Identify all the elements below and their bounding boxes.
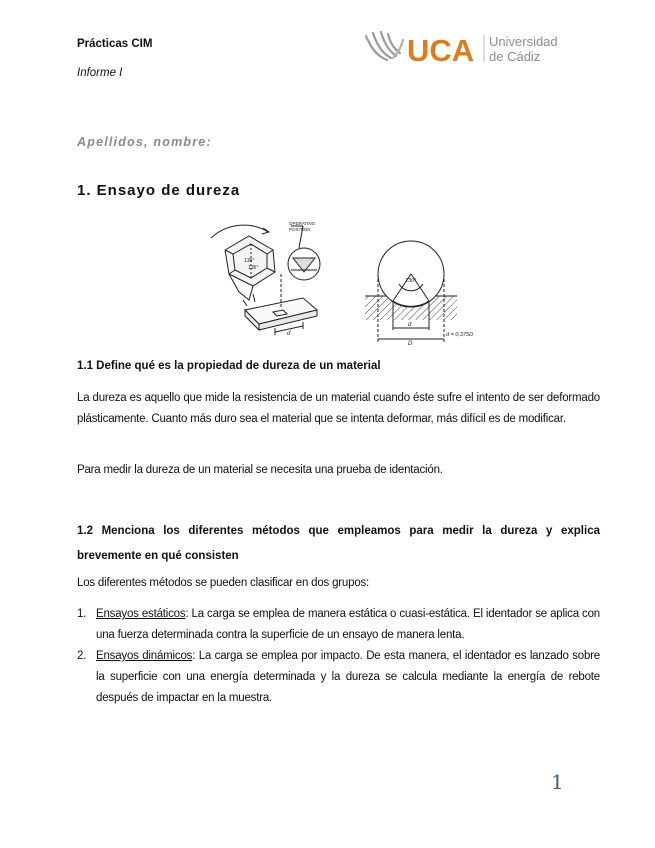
hardness-test-figure: [203, 214, 483, 346]
wing-emblem-icon: [366, 32, 403, 60]
logo-line2: de Cádiz: [489, 49, 541, 64]
list-item-term: Ensayos estáticos: [96, 608, 186, 620]
list-item: [77, 646, 600, 709]
operating-label-1: OPERATING: [289, 221, 316, 226]
question-1-1-paragraph-1: La dureza es aquello que mide la resistencia de un material cuando éste sufre el intento de ser deformado plásticamente. Cuanto más duro sea el material que se intenta deformar, más difícil es de modificar.: [77, 392, 600, 425]
list-item-number: 2.: [77, 650, 87, 662]
angle-label-a: 136°: [244, 258, 255, 264]
vickers-indenter-drawing: [211, 225, 320, 335]
question-1-1-paragraph-2: Para medir la dureza de un material se necesita una prueba de identación.: [77, 464, 443, 476]
logo-line1: Universidad: [489, 34, 558, 49]
list-item-text: : La carga se emplea por impacto. De esta manera, el identador es lanzado sobre la superficie con una energía determinada y la dureza se calcula mediante la energía de rebote después de impactar en la muestra.: [96, 650, 600, 704]
section-title: 1. Ensayo de dureza: [77, 182, 241, 199]
ball-formula-label: d = 0,375D: [446, 332, 474, 338]
header-subtitle: Informe I: [77, 67, 123, 79]
list-item-text: : La carga se emplea de manera estática o cuasi-estática. El identador se aplica con una fuerza determinada contra la superficie de un ensayo de manera lenta.: [96, 608, 600, 641]
page-number: 1: [551, 770, 564, 794]
list-item-term: Ensayos dinámicos: [96, 650, 193, 662]
vickers-d-label: d: [287, 331, 291, 337]
ball-angle-label: 130°: [405, 278, 417, 284]
operating-label-2: POSITION: [289, 227, 311, 232]
angle-label-b: 136°: [248, 265, 259, 271]
ball-D-label: D: [408, 341, 413, 346]
university-logo: [363, 30, 573, 66]
list-item: [77, 604, 600, 646]
logo-acronym: UCA: [407, 33, 475, 66]
list-item-number: 1.: [77, 608, 87, 620]
question-1-2-title: 1.2 Menciona los diferentes métodos que empleamos para medir la dureza y explica brevemente en qué consisten: [77, 525, 600, 562]
ball-d-label: d: [408, 322, 412, 328]
methods-list: [77, 604, 600, 709]
question-1-2-intro: Los diferentes métodos se pueden clasificar en dos grupos:: [77, 577, 370, 589]
brinell-ball-drawing: [365, 241, 457, 344]
student-name-label: Apellidos, nombre:: [77, 135, 212, 149]
logo-graphic: [363, 30, 573, 66]
header-title: Prácticas CIM: [77, 38, 153, 50]
question-1-1-title: 1.1 Define qué es la propiedad de dureza de un material: [77, 360, 381, 372]
